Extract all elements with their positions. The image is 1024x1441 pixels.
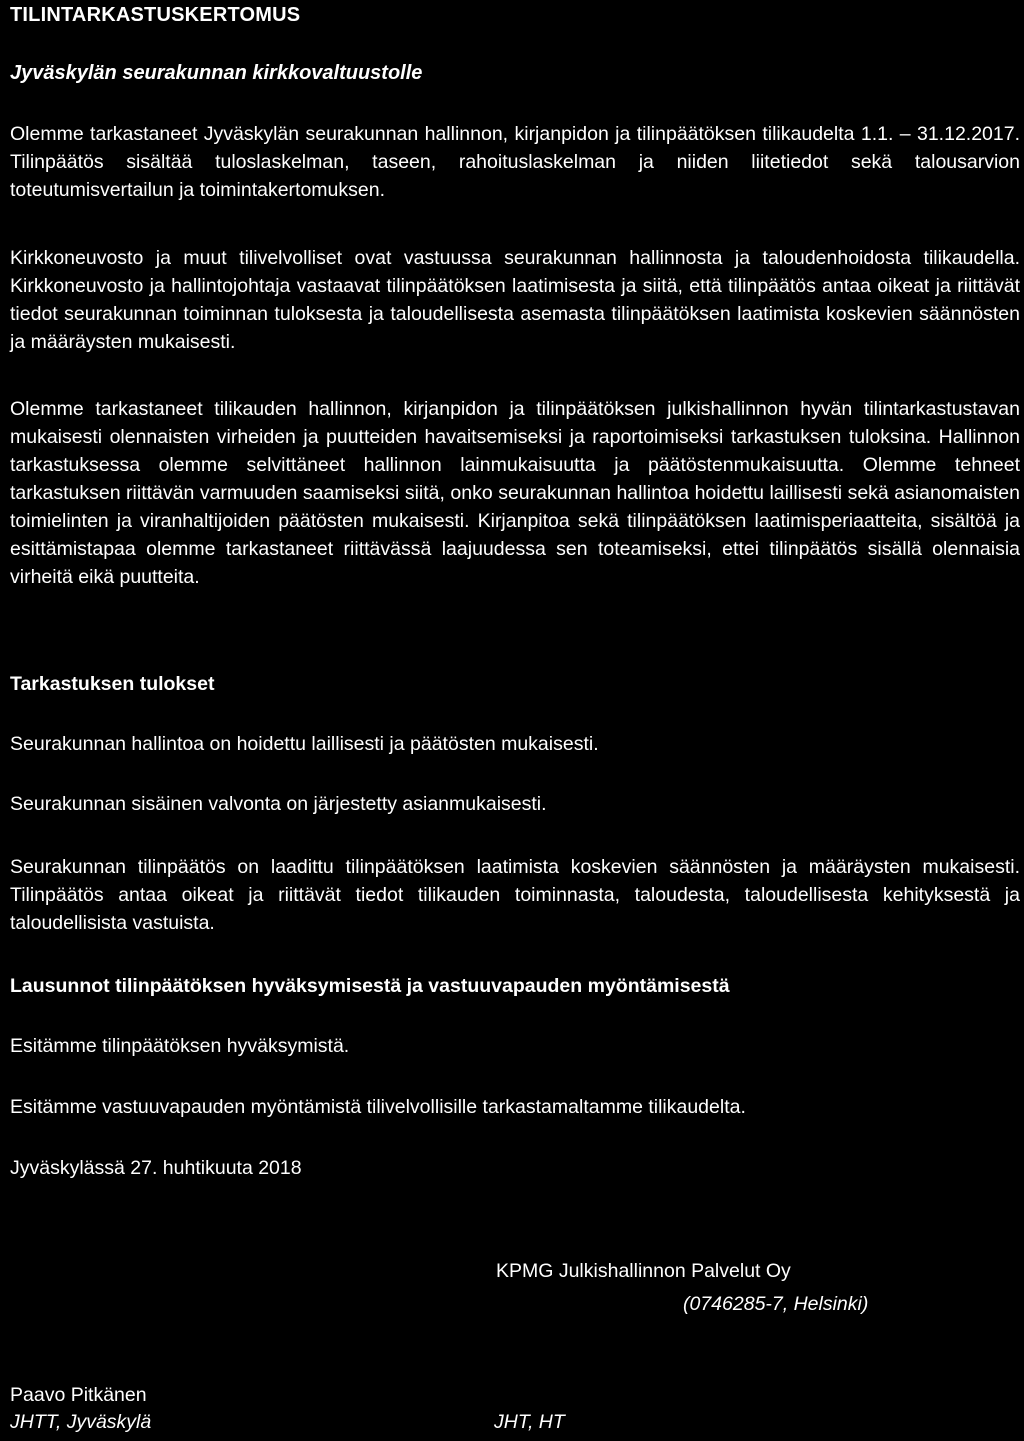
result-item-financial-statements: Seurakunnan tilinpäätös on laadittu tilinpäätöksen laatimista koskevien säännösten ja määräysten mukaisesti. Tilinpäätös antaa oikeat ja riittävät tiedot tilikauden toiminnasta, taloudesta, taloudellisesta kehityksestä ja taloudellisista vastuista.	[10, 856, 1020, 934]
document-title: TILINTARKASTUSKERTOMUS	[10, 4, 301, 26]
signatory-title: JHTT, Jyväskylä	[10, 1411, 152, 1433]
addressee: Jyväskylän seurakunnan kirkkovaltuustolle	[10, 62, 423, 84]
statement-item-approval: Esitämme tilinpäätöksen hyväksymistä.	[10, 1035, 350, 1057]
result-item-internal-control: Seurakunnan sisäinen valvonta on järjestetty asianmukaisesti.	[10, 793, 547, 815]
firm-id-location: (0746285-7, Helsinki)	[683, 1293, 869, 1315]
paragraph-responsibility: Kirkkoneuvosto ja muut tilivelvolliset ovat vastuussa seurakunnan hallinnosta ja taloudenhoidosta tilikaudella. Kirkkoneuvosto ja hallintojohtaja vastaavat tilinpäätöksen laatimisesta ja siitä, että tilinpäätös antaa oikeat ja riittävät tiedot seurakunnan toiminnan tuloksesta ja taloudellisesta asemasta tilinpäätöksen laatimista koskevien säännösten ja määräysten mukaisesti.	[10, 247, 1020, 353]
second-signatory-title: JHT, HT	[494, 1411, 565, 1433]
results-heading: Tarkastuksen tulokset	[10, 673, 215, 695]
statements-heading: Lausunnot tilinpäätöksen hyväksymisestä ja vastuuvapauden myöntämisestä	[10, 975, 730, 997]
paragraph-scope: Olemme tarkastaneet Jyväskylän seurakunnan hallinnon, kirjanpidon ja tilinpäätöksen tilikaudelta 1.1. – 31.12.2017. Tilinpäätös sisältää tuloslaskelman, taseen, rahoituslaskelman ja niiden liitetiedot sekä talousarvion toteutumisvertailun ja toimintakertomuksen.	[10, 123, 1020, 201]
firm-name: KPMG Julkishallinnon Palvelut Oy	[496, 1260, 791, 1282]
place-date: Jyväskylässä 27. huhtikuuta 2018	[10, 1157, 302, 1179]
statement-item-discharge: Esitämme vastuuvapauden myöntämistä tilivelvollisille tarkastamaltamme tilikaudelta.	[10, 1096, 746, 1118]
paragraph-audit-method: Olemme tarkastaneet tilikauden hallinnon, kirjanpidon ja tilinpäätöksen julkishallinnon hyvän tilintarkastustavan mukaisesti olennaisten virheiden ja puutteiden havaitsemiseksi ja raportoimiseksi tarkastuksen tuloksina. Hallinnon tarkastuksessa olemme selvittäneet hallinnon lainmukaisuutta ja päätöstenmukaisuutta. Olemme tehneet tarkastuksen riittävän varmuuden saamiseksi siitä, onko seurakunnan hallintoa hoidettu laillisesti sekä asianomaisten toimielinten ja viranhaltijoiden päätösten mukaisesti. Kirjanpitoa sekä tilinpäätöksen laatimisperiaatteita, sisältöä ja esittämistapaa olemme tarkastaneet riittävässä laajuudessa sen toteamiseksi, ettei tilinpäätös sisällä olennaisia virheitä eikä puutteita.	[10, 398, 1020, 588]
signatory-name: Paavo Pitkänen	[10, 1384, 147, 1406]
result-item-administration: Seurakunnan hallintoa on hoidettu laillisesti ja päätösten mukaisesti.	[10, 733, 599, 755]
